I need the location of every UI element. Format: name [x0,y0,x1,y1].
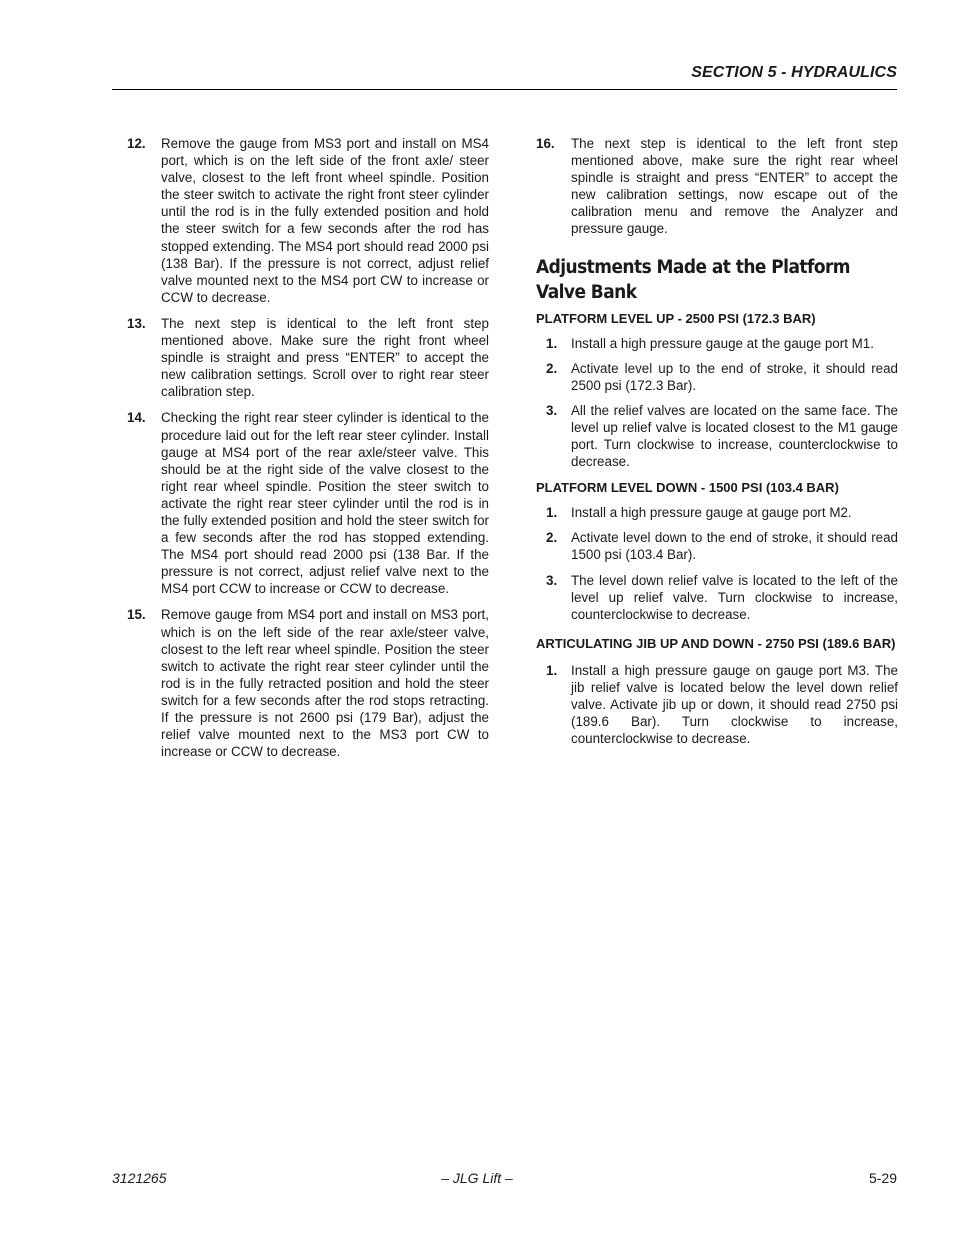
step-text: Activate level down to the end of stroke, it should read 1500 psi (103.4 Bar). [571,530,898,563]
step-number: 2. [546,530,558,546]
step-number: 1. [546,662,558,678]
step-number: 2. [546,360,558,376]
page-number: 5-29 [868,1170,897,1186]
item-number: 13. [127,315,146,331]
platform-valve-heading: Adjustments Made at the Platform Valve Bank [536,256,851,303]
list-item [536,335,898,352]
list-item [536,572,898,623]
footer-brand: – JLG Lift – [441,1170,513,1186]
list-item [127,606,489,760]
left-column [127,135,489,769]
level-down-subheading: PLATFORM LEVEL DOWN - 1500 PSI (103.4 BAR) [536,480,839,496]
header-divider [112,89,897,90]
list-item [536,504,898,521]
list-item [536,135,898,238]
list-item [127,315,489,400]
item-text: The next step is identical to the left front step mentioned above, make sure the right rear wheel spindle is straight and press “ENTER” to accept the new calibration settings, now escape out of the calibration menu and remove the Analyzer and pressure gauge. [571,136,898,237]
step-text: All the relief valves are located on the same face. The level up relief valve is located closest to the M1 gauge port. Turn clockwise to increase, counterclockwise to decrease. [571,402,898,470]
item-number: 16. [536,136,555,151]
item-text: Remove gauge from MS4 port and install on MS3 port, which is on the left side of the rear axle/steer valve, closest to the left rear wheel spindle. Position the steer switch to activate the right rear steer cylinder until the rod is in the fully retracted position and hold the steer switch for a few seconds after the rod stops retracting. If the pressure is not 2600 psi (179 Bar), adjust the relief valve mounted next to the MS3 port CW to increase or CCW to decrease. [161,607,489,760]
list-item [127,409,489,597]
item-number: 12. [127,136,146,151]
item-text: Checking the right rear steer cylinder is identical to the procedure laid out for the left rear steer cylinder. Install gauge at MS4 port of the rear axle/steer valve. This should be at the right side of the valve closest to the right rear wheel spindle. Position the steer switch to activate the right rear steer cylinder until the rod is in the fully extended position and hold the steer switch for a few seconds after the rod has stopped extending. The MS4 port should read 2000 psi (138 Bar. If the pressure is not correct, adjust relief valve next to the MS4 port CCW to increase or CCW to decrease. [161,410,489,597]
item-text: The next step is identical to the left front step mentioned above. Make sure the right front wheel spindle is straight and press “ENTER” to accept the new calibration settings. Scroll over to right rear steer calibration step. [161,315,489,400]
right-column [536,135,898,749]
list-item [536,360,898,394]
item-text: Remove the gauge from MS3 port and install on MS4 port, which is on the left side of the front axle/ steer valve, closest to the left front wheel spindle. Position the steer switch to activate the right front steer cylinder until the rod is in the fully extended position and hold the steer switch for a few seconds after the rod has stopped extending. The MS4 port should read 2000 psi (138 Bar). If the pressure is not correct, adjust relief valve mounted next to the MS4 port CW to increase or CCW to decrease. [161,136,489,305]
item-number: 14. [127,410,146,426]
step-text: Install a high pressure gauge at the gauge port M1. [571,335,874,351]
step-number: 3. [546,402,558,418]
jib-subheading: ARTICULATING JIB UP AND DOWN - 2750 PSI (189.6 BAR) [536,635,896,651]
step-number: 1. [546,335,558,351]
document-number: 3121265 [112,1170,167,1186]
list-item [536,402,898,470]
step-text: The level down relief valve is located to the left of the level up relief valve. Turn clockwise to increase, counterclockwise to decrease. [571,572,898,622]
section-title: SECTION 5 - HYDRAULICS [691,64,897,81]
step-text: Activate level up to the end of stroke, it should read 2500 psi (172.3 Bar). [571,360,898,393]
level-up-subheading: PLATFORM LEVEL UP - 2500 PSI (172.3 BAR) [536,310,816,326]
step-text: Install a high pressure gauge on gauge port M3. The jib relief valve is located below the level down relief valve. Activate jib up or down, it should read 2750 psi (189.6 Bar). Turn clockwise to increase, counterclockwise to decrease. [571,662,898,747]
list-item [127,135,489,306]
list-item [536,662,898,747]
item-number: 15. [127,607,146,623]
step-number: 1. [546,505,558,521]
step-text: Install a high pressure gauge at gauge port M2. [571,505,852,521]
list-item [536,529,898,563]
step-number: 3. [546,572,558,588]
